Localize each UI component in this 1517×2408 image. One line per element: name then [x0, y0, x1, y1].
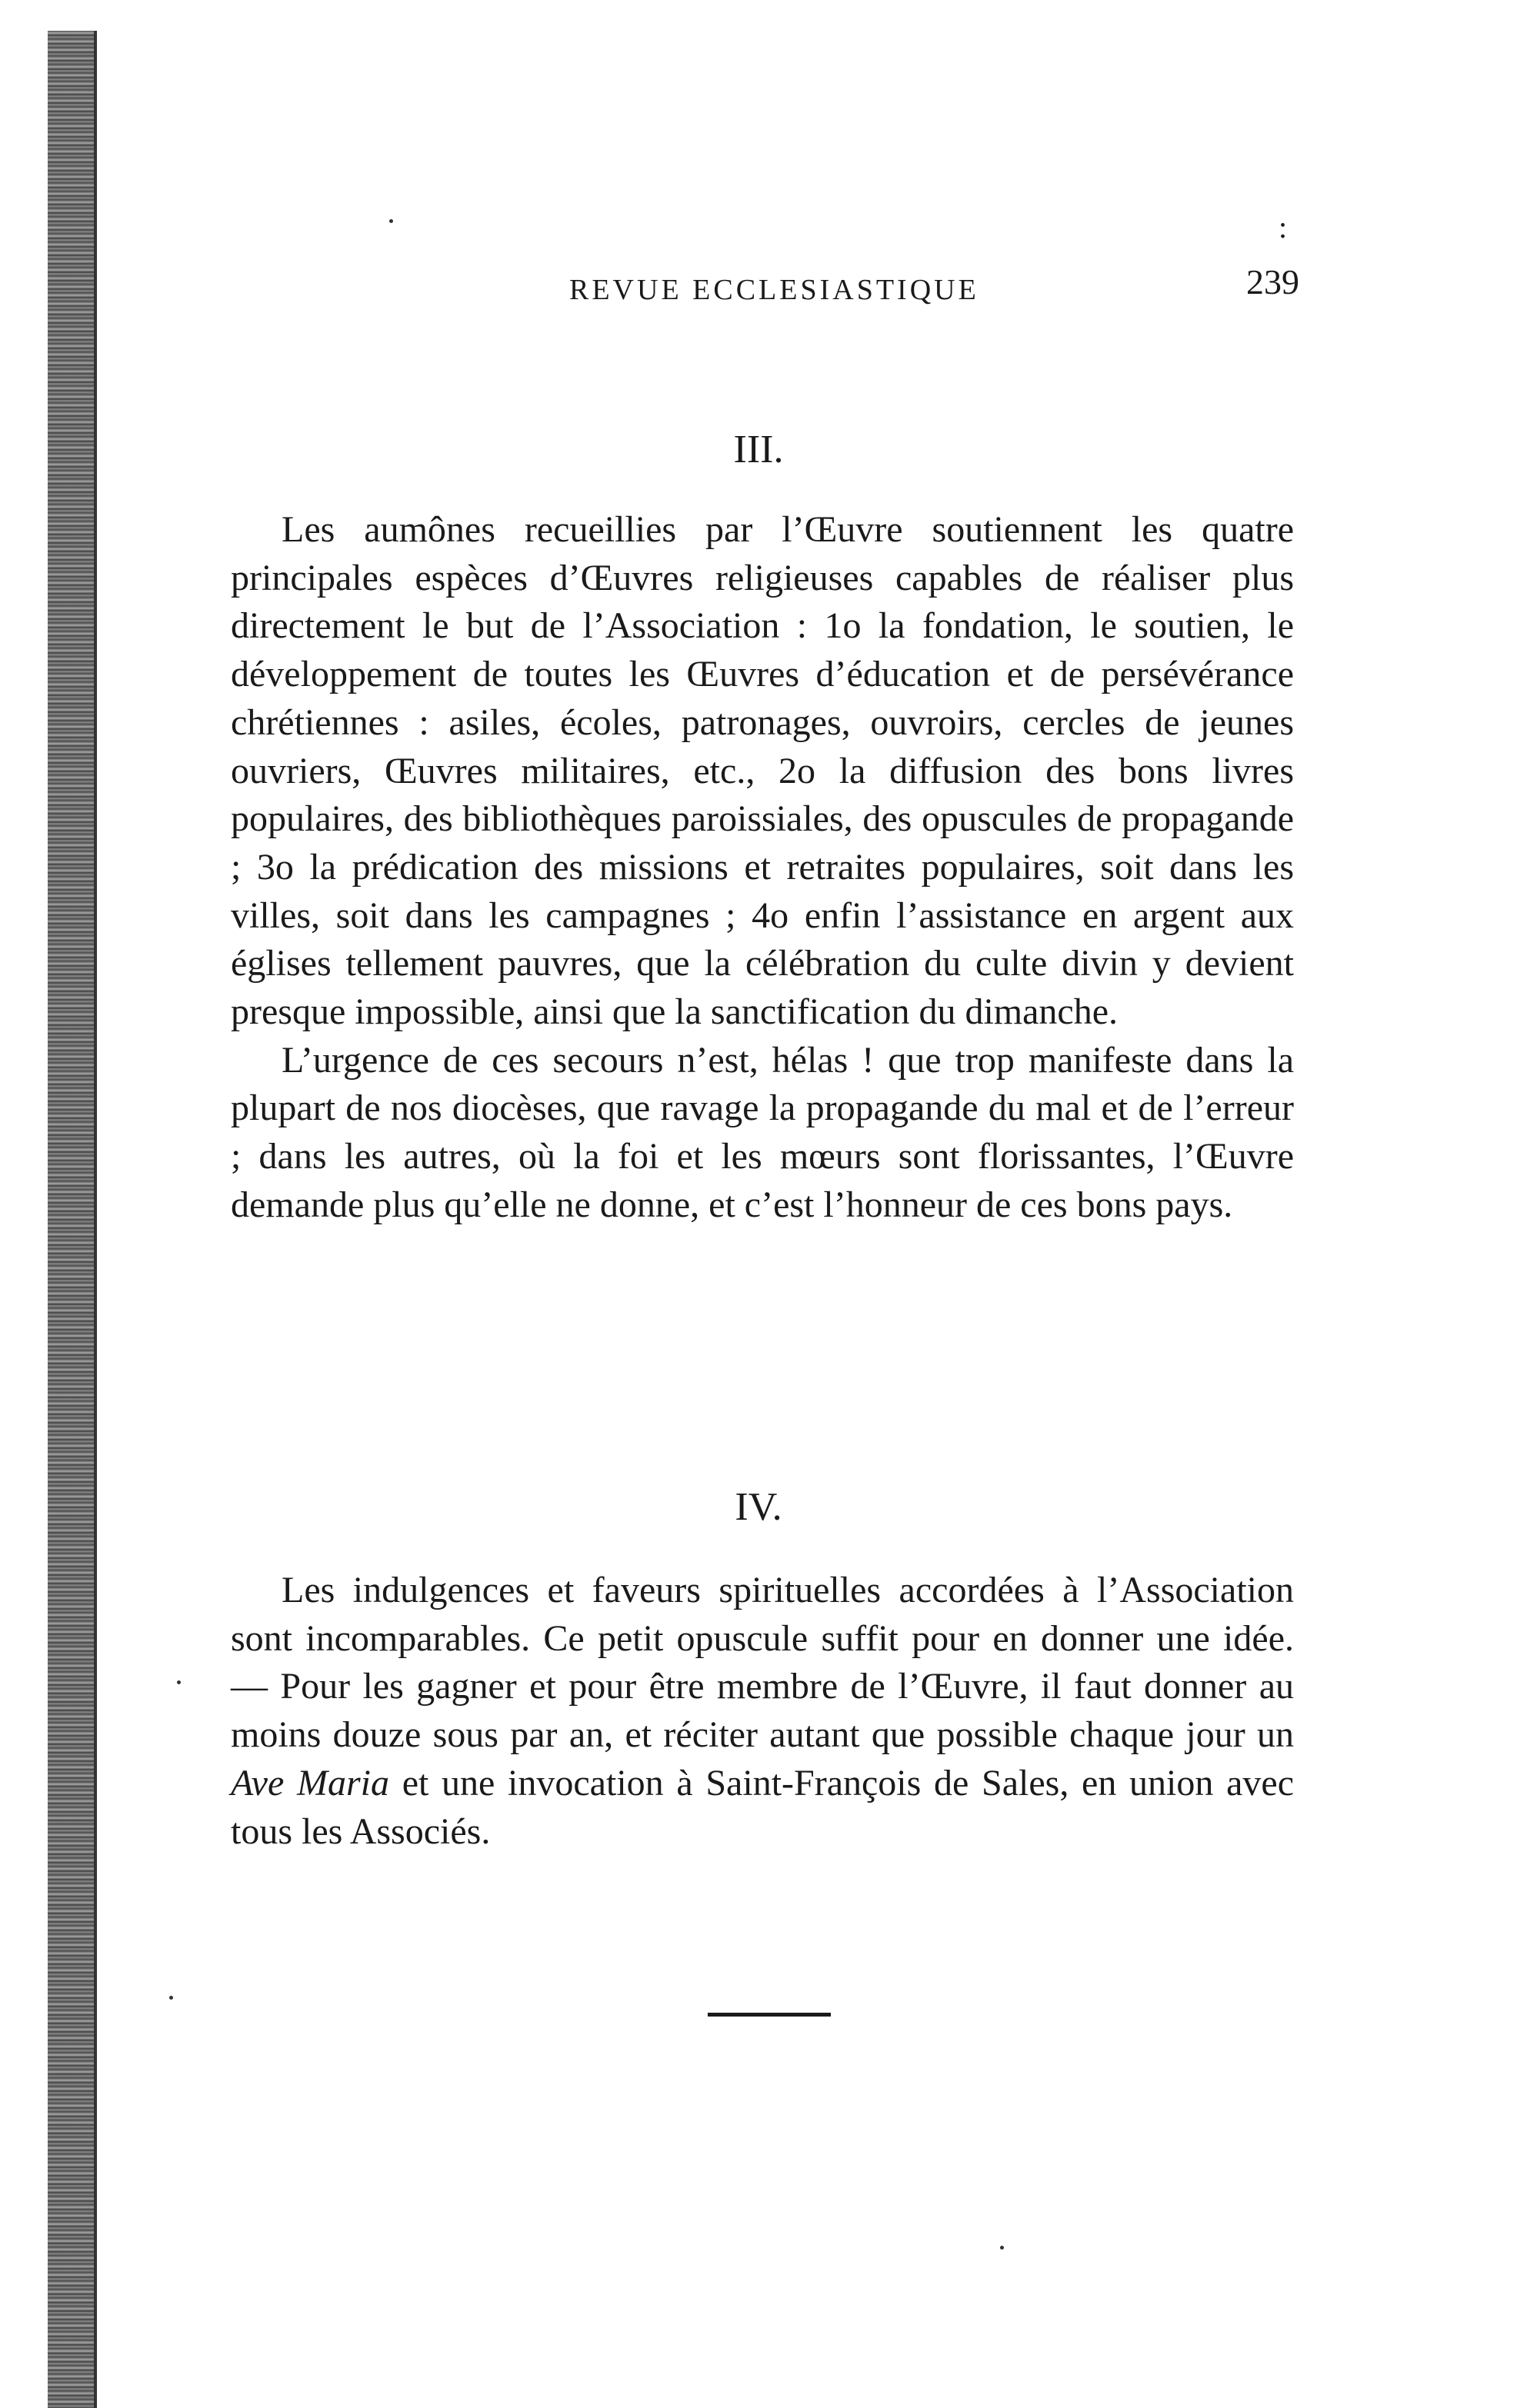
indulgences-text-before: Les indulgences et faveurs spirituelles accordées à l’Association sont incomparables. Ce petit opuscule suffit pour en donner une idée. — Pour les gagner et pour être membre de l’Œuvre, il faut donner au moins douze sous par an, et réciter autant que possible chaque jour un — [231, 1570, 1294, 1756]
section-iv-body — [231, 1567, 1294, 1856]
section-heading-iv: IV. — [735, 1485, 782, 1529]
paragraph-urgence: L’urgence de ces secours n’est, hélas ! que trop manifeste dans la plupart de nos diocèses, que ravage la propagande du mal et de l’erreur ; dans les autres, où la foi et les mœurs sont florissantes, l’Œuvre demande plus qu’elle ne donne, et c’est l’honneur de ces bons pays. — [231, 1039, 1294, 1225]
binding-edge — [48, 31, 94, 2408]
page-number: 239 — [1246, 262, 1299, 301]
paragraph-indulgences — [231, 1567, 1294, 1856]
scan-speck — [177, 1680, 181, 1684]
scan-speck — [389, 219, 393, 223]
section-heading-iii: III. — [733, 428, 784, 471]
scan-speck — [169, 1996, 173, 2000]
closing-rule — [708, 2013, 831, 2017]
scan-speck — [1000, 2246, 1004, 2250]
indulgences-text-after: et une invocation à Saint-François de Sales, en union avec tous les Associés. — [231, 1762, 1294, 1852]
section-iii-body — [231, 506, 1294, 1230]
paragraph-aumones: Les aumônes recueillies par l’Œuvre soutiennent les quatre principales espèces d’Œuvres religieuses capables de réaliser plus directement le but de l’Association : 1o la fondation, le soutien, le développement de toutes les Œuvres d’éducation et de persévérance chrétiennes : asiles, écoles, patronages, ouvroirs, cercles de jeunes ouvriers, Œuvres militaires, etc., 2o la diffusion des bons livres populaires, des bibliothèques paroissiales, des opuscules de propagande ; 3o la prédication des missions et retraites populaires, soit dans les villes, soit dans les campagnes ; 4o enfin l’assistance en argent aux églises tellement pauvres, que la célébration du culte divin y devient presque impossible, ainsi que la sanctification du dimanche. — [231, 509, 1294, 1033]
corner-mark: : — [1279, 210, 1288, 245]
ave-maria-text: Ave Maria — [231, 1762, 389, 1804]
running-head: REVUE ECCLESIASTIQUE — [569, 274, 979, 306]
